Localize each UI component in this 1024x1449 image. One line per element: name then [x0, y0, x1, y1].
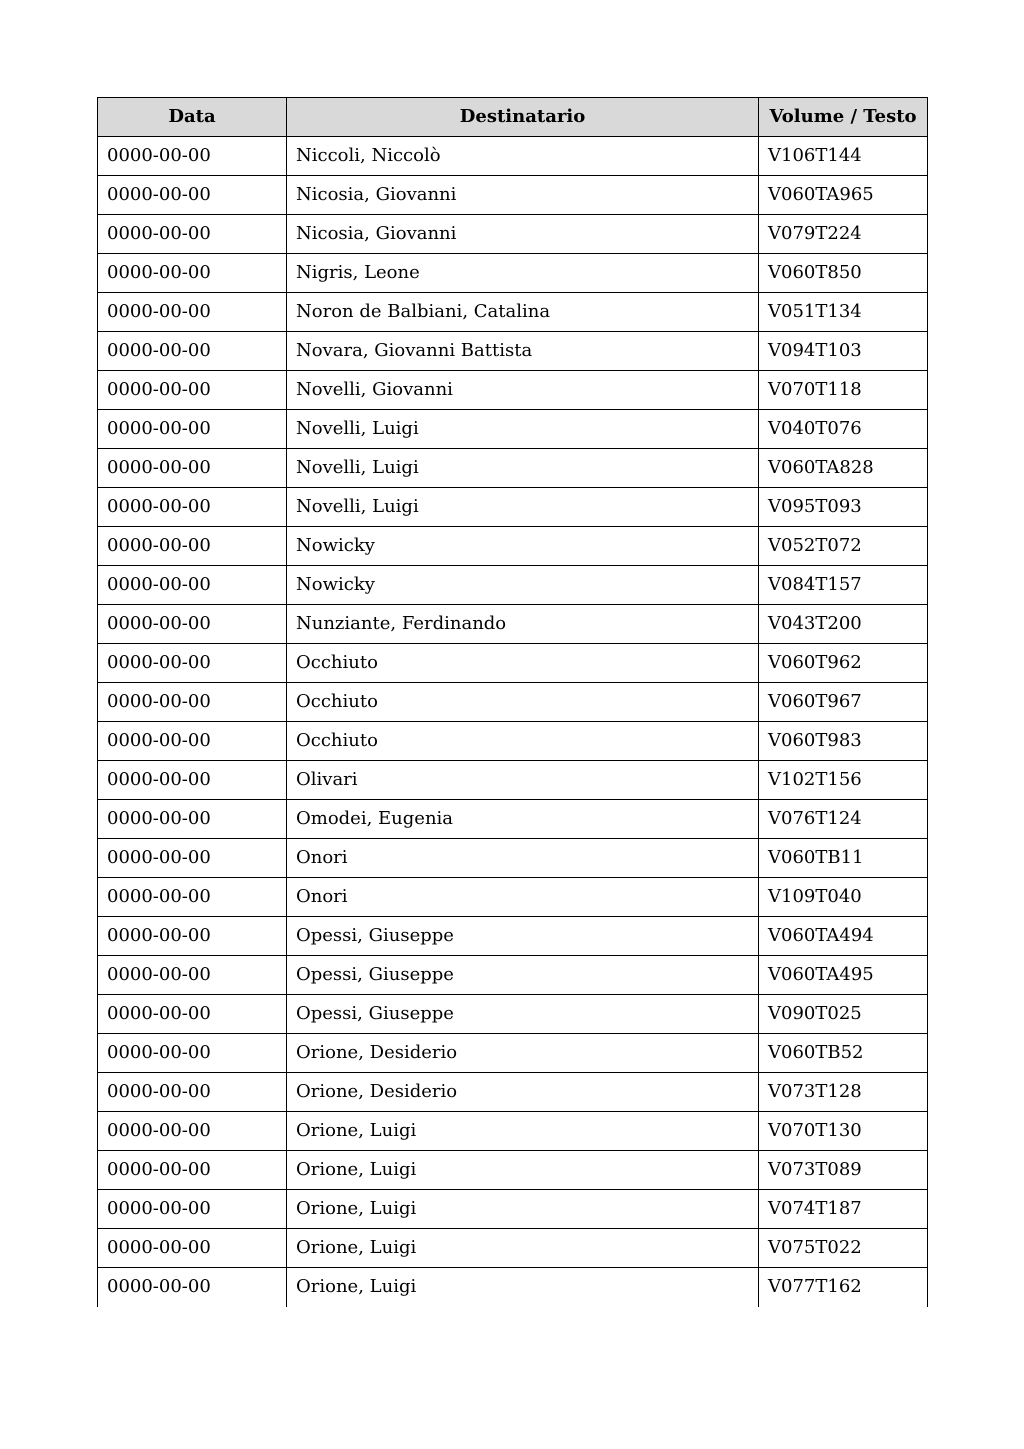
cell-destinatario: Orione, Luigi	[287, 1190, 759, 1229]
cell-data: 0000-00-00	[98, 1190, 287, 1229]
cell-data: 0000-00-00	[98, 488, 287, 527]
cell-volume-testo: V076T124	[759, 800, 928, 839]
cell-data: 0000-00-00	[98, 800, 287, 839]
cell-data: 0000-00-00	[98, 254, 287, 293]
cell-destinatario: Novara, Giovanni Battista	[287, 332, 759, 371]
table-row	[98, 293, 928, 332]
cell-volume-testo: V060TB52	[759, 1034, 928, 1073]
table-row	[98, 995, 928, 1034]
header-row	[98, 98, 928, 137]
cell-volume-testo: V102T156	[759, 761, 928, 800]
cell-volume-testo: V040T076	[759, 410, 928, 449]
table-row	[98, 839, 928, 878]
column-header-data: Data	[98, 98, 287, 137]
cell-destinatario: Orione, Desiderio	[287, 1073, 759, 1112]
cell-destinatario: Novelli, Luigi	[287, 449, 759, 488]
cell-volume-testo: V094T103	[759, 332, 928, 371]
table-row	[98, 371, 928, 410]
cell-data: 0000-00-00	[98, 176, 287, 215]
column-header-volume-testo: Volume / Testo	[759, 98, 928, 137]
cell-volume-testo: V060T967	[759, 683, 928, 722]
cell-destinatario: Omodei, Eugenia	[287, 800, 759, 839]
letters-index-table	[97, 97, 928, 1307]
table-row	[98, 878, 928, 917]
table-row	[98, 1034, 928, 1073]
cell-destinatario: Noron de Balbiani, Catalina	[287, 293, 759, 332]
cell-volume-testo: V090T025	[759, 995, 928, 1034]
cell-data: 0000-00-00	[98, 995, 287, 1034]
cell-data: 0000-00-00	[98, 1229, 287, 1268]
table-row	[98, 488, 928, 527]
cell-destinatario: Nicosia, Giovanni	[287, 176, 759, 215]
cell-destinatario: Occhiuto	[287, 722, 759, 761]
cell-volume-testo: V060TA965	[759, 176, 928, 215]
cell-volume-testo: V052T072	[759, 527, 928, 566]
cell-destinatario: Opessi, Giuseppe	[287, 917, 759, 956]
table-header	[98, 98, 928, 137]
cell-data: 0000-00-00	[98, 293, 287, 332]
cell-data: 0000-00-00	[98, 410, 287, 449]
cell-destinatario: Onori	[287, 878, 759, 917]
table-row	[98, 410, 928, 449]
cell-data: 0000-00-00	[98, 878, 287, 917]
cell-data: 0000-00-00	[98, 956, 287, 995]
cell-destinatario: Opessi, Giuseppe	[287, 956, 759, 995]
cell-data: 0000-00-00	[98, 215, 287, 254]
cell-volume-testo: V077T162	[759, 1268, 928, 1307]
table-body	[98, 137, 928, 1307]
cell-data: 0000-00-00	[98, 1034, 287, 1073]
cell-destinatario: Orione, Desiderio	[287, 1034, 759, 1073]
cell-destinatario: Nowicky	[287, 527, 759, 566]
cell-data: 0000-00-00	[98, 839, 287, 878]
cell-data: 0000-00-00	[98, 566, 287, 605]
table-row	[98, 722, 928, 761]
table-row	[98, 1229, 928, 1268]
cell-volume-testo: V060T962	[759, 644, 928, 683]
table-row	[98, 1268, 928, 1307]
cell-destinatario: Niccoli, Niccolò	[287, 137, 759, 176]
cell-destinatario: Orione, Luigi	[287, 1268, 759, 1307]
cell-destinatario: Occhiuto	[287, 683, 759, 722]
cell-data: 0000-00-00	[98, 1073, 287, 1112]
table-row	[98, 800, 928, 839]
cell-volume-testo: V060TA494	[759, 917, 928, 956]
table-row	[98, 137, 928, 176]
table-row	[98, 1190, 928, 1229]
cell-volume-testo: V079T224	[759, 215, 928, 254]
cell-volume-testo: V106T144	[759, 137, 928, 176]
cell-volume-testo: V073T089	[759, 1151, 928, 1190]
table-row	[98, 644, 928, 683]
cell-destinatario: Opessi, Giuseppe	[287, 995, 759, 1034]
cell-destinatario: Onori	[287, 839, 759, 878]
cell-data: 0000-00-00	[98, 917, 287, 956]
cell-data: 0000-00-00	[98, 137, 287, 176]
table-row	[98, 1112, 928, 1151]
column-header-destinatario: Destinatario	[287, 98, 759, 137]
table-row	[98, 917, 928, 956]
cell-volume-testo: V060T850	[759, 254, 928, 293]
cell-volume-testo: V109T040	[759, 878, 928, 917]
cell-destinatario: Nunziante, Ferdinando	[287, 605, 759, 644]
cell-volume-testo: V070T118	[759, 371, 928, 410]
cell-destinatario: Novelli, Luigi	[287, 488, 759, 527]
table-row	[98, 1073, 928, 1112]
table-row	[98, 683, 928, 722]
cell-data: 0000-00-00	[98, 605, 287, 644]
cell-data: 0000-00-00	[98, 371, 287, 410]
table-row	[98, 566, 928, 605]
cell-volume-testo: V095T093	[759, 488, 928, 527]
cell-destinatario: Orione, Luigi	[287, 1112, 759, 1151]
cell-data: 0000-00-00	[98, 761, 287, 800]
cell-data: 0000-00-00	[98, 1151, 287, 1190]
cell-data: 0000-00-00	[98, 722, 287, 761]
cell-data: 0000-00-00	[98, 1112, 287, 1151]
cell-volume-testo: V060TA828	[759, 449, 928, 488]
table-row	[98, 449, 928, 488]
cell-destinatario: Nicosia, Giovanni	[287, 215, 759, 254]
cell-destinatario: Novelli, Luigi	[287, 410, 759, 449]
cell-volume-testo: V070T130	[759, 1112, 928, 1151]
table-row	[98, 254, 928, 293]
cell-destinatario: Novelli, Giovanni	[287, 371, 759, 410]
cell-destinatario: Occhiuto	[287, 644, 759, 683]
table-row	[98, 176, 928, 215]
cell-volume-testo: V074T187	[759, 1190, 928, 1229]
cell-destinatario: Nowicky	[287, 566, 759, 605]
table-row	[98, 332, 928, 371]
table-row	[98, 1151, 928, 1190]
cell-destinatario: Orione, Luigi	[287, 1151, 759, 1190]
cell-volume-testo: V060T983	[759, 722, 928, 761]
cell-destinatario: Orione, Luigi	[287, 1229, 759, 1268]
table-row	[98, 605, 928, 644]
cell-volume-testo: V075T022	[759, 1229, 928, 1268]
table-row	[98, 215, 928, 254]
table-row	[98, 761, 928, 800]
cell-data: 0000-00-00	[98, 644, 287, 683]
cell-data: 0000-00-00	[98, 1268, 287, 1307]
table-row	[98, 956, 928, 995]
cell-volume-testo: V060TA495	[759, 956, 928, 995]
table-row	[98, 527, 928, 566]
cell-volume-testo: V073T128	[759, 1073, 928, 1112]
cell-data: 0000-00-00	[98, 683, 287, 722]
cell-data: 0000-00-00	[98, 332, 287, 371]
cell-destinatario: Nigris, Leone	[287, 254, 759, 293]
cell-volume-testo: V084T157	[759, 566, 928, 605]
cell-volume-testo: V051T134	[759, 293, 928, 332]
cell-data: 0000-00-00	[98, 449, 287, 488]
cell-data: 0000-00-00	[98, 527, 287, 566]
cell-volume-testo: V043T200	[759, 605, 928, 644]
cell-destinatario: Olivari	[287, 761, 759, 800]
cell-volume-testo: V060TB11	[759, 839, 928, 878]
